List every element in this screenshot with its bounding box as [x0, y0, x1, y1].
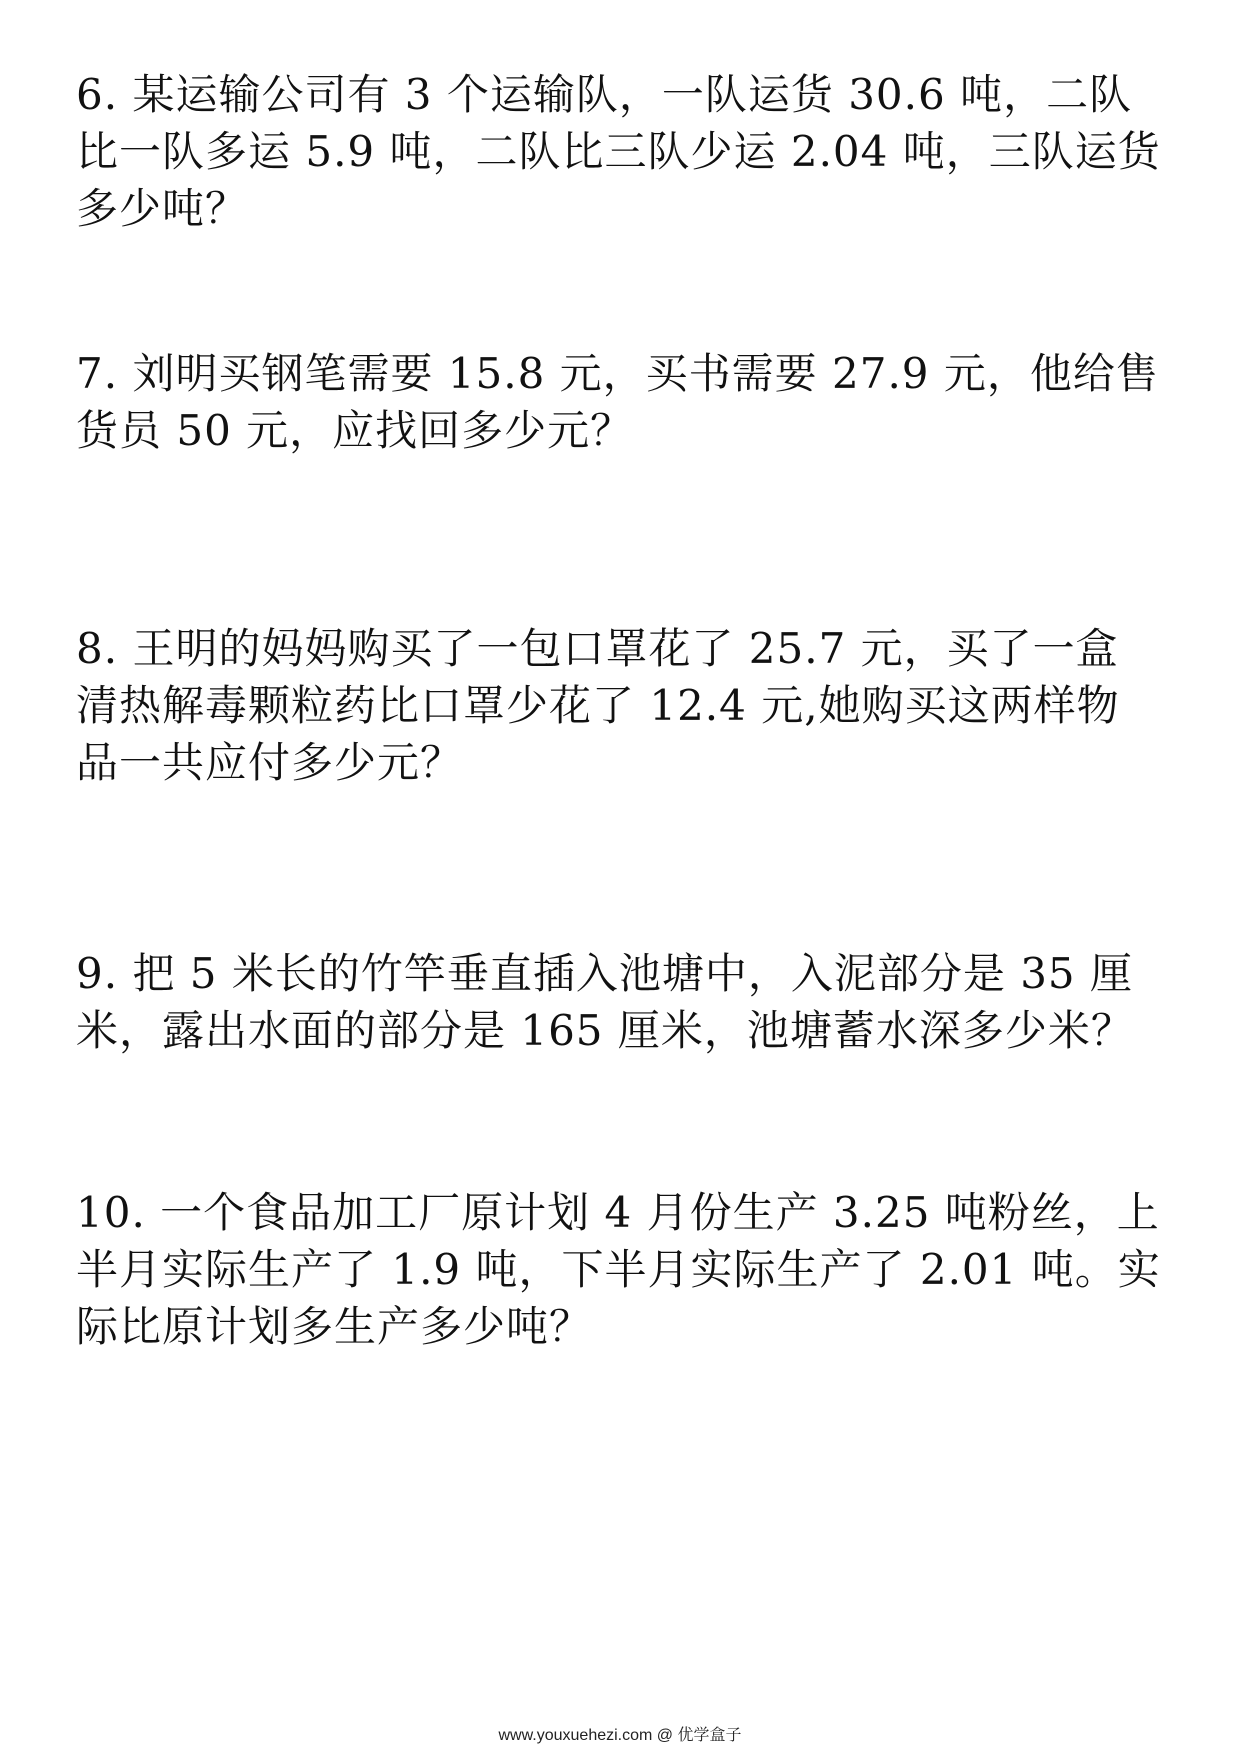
- problem-text: 把 5 米长的竹竿垂直插入池塘中，入泥部分是 35 厘: [132, 949, 1134, 998]
- problem-10: [76, 1184, 1166, 1355]
- problem-6: [76, 66, 1166, 237]
- problem-line: [76, 1184, 1166, 1241]
- problem-text: 刘明买钢笔需要 15.8 元，买书需要 27.9 元，他给售: [132, 349, 1159, 398]
- problem-number: 8.: [76, 624, 119, 673]
- problem-8: [76, 620, 1166, 791]
- problem-number: 7.: [76, 349, 119, 398]
- problem-text: 品一共应付多少元？: [76, 738, 464, 787]
- problem-number: 10.: [76, 1188, 146, 1237]
- problem-line: [76, 620, 1166, 677]
- problem-text: 货员 50 元，应找回多少元？: [76, 406, 634, 455]
- problem-text: 王明的妈妈购买了一包口罩花了 25.7 元，买了一盒: [132, 624, 1119, 673]
- problem-text: 清热解毒颗粒药比口罩少花了 12.4 元,她购买这两样物: [76, 681, 1120, 730]
- problem-text: 多少吨？: [76, 184, 249, 233]
- problem-text: 某运输公司有 3 个运输队，一队运货 30.6 吨，二队: [132, 70, 1133, 119]
- problem-number: 9.: [76, 949, 119, 998]
- problem-text: 一个食品加工厂原计划 4 月份生产 3.25 吨粉丝，上: [160, 1188, 1160, 1237]
- problem-text: 米，露出水面的部分是 165 厘米，池塘蓄水深多少米？: [76, 1006, 1134, 1055]
- problem-9: [76, 945, 1166, 1059]
- problem-line: [76, 945, 1166, 1002]
- problem-text: 际比原计划多生产多少吨？: [76, 1302, 593, 1351]
- problem-text: 比一队多运 5.9 吨，二队比三队少运 2.04 吨，三队运货: [76, 127, 1161, 176]
- problem-text: 半月实际生产了 1.9 吨，下半月实际生产了 2.01 吨。实: [76, 1245, 1161, 1294]
- problem-7: [76, 345, 1166, 459]
- footer-watermark: www.youxuehezi.com @ 优学盒子: [498, 1727, 742, 1744]
- problem-line: [76, 66, 1166, 123]
- problem-line: [76, 345, 1166, 402]
- problem-number: 6.: [76, 70, 119, 119]
